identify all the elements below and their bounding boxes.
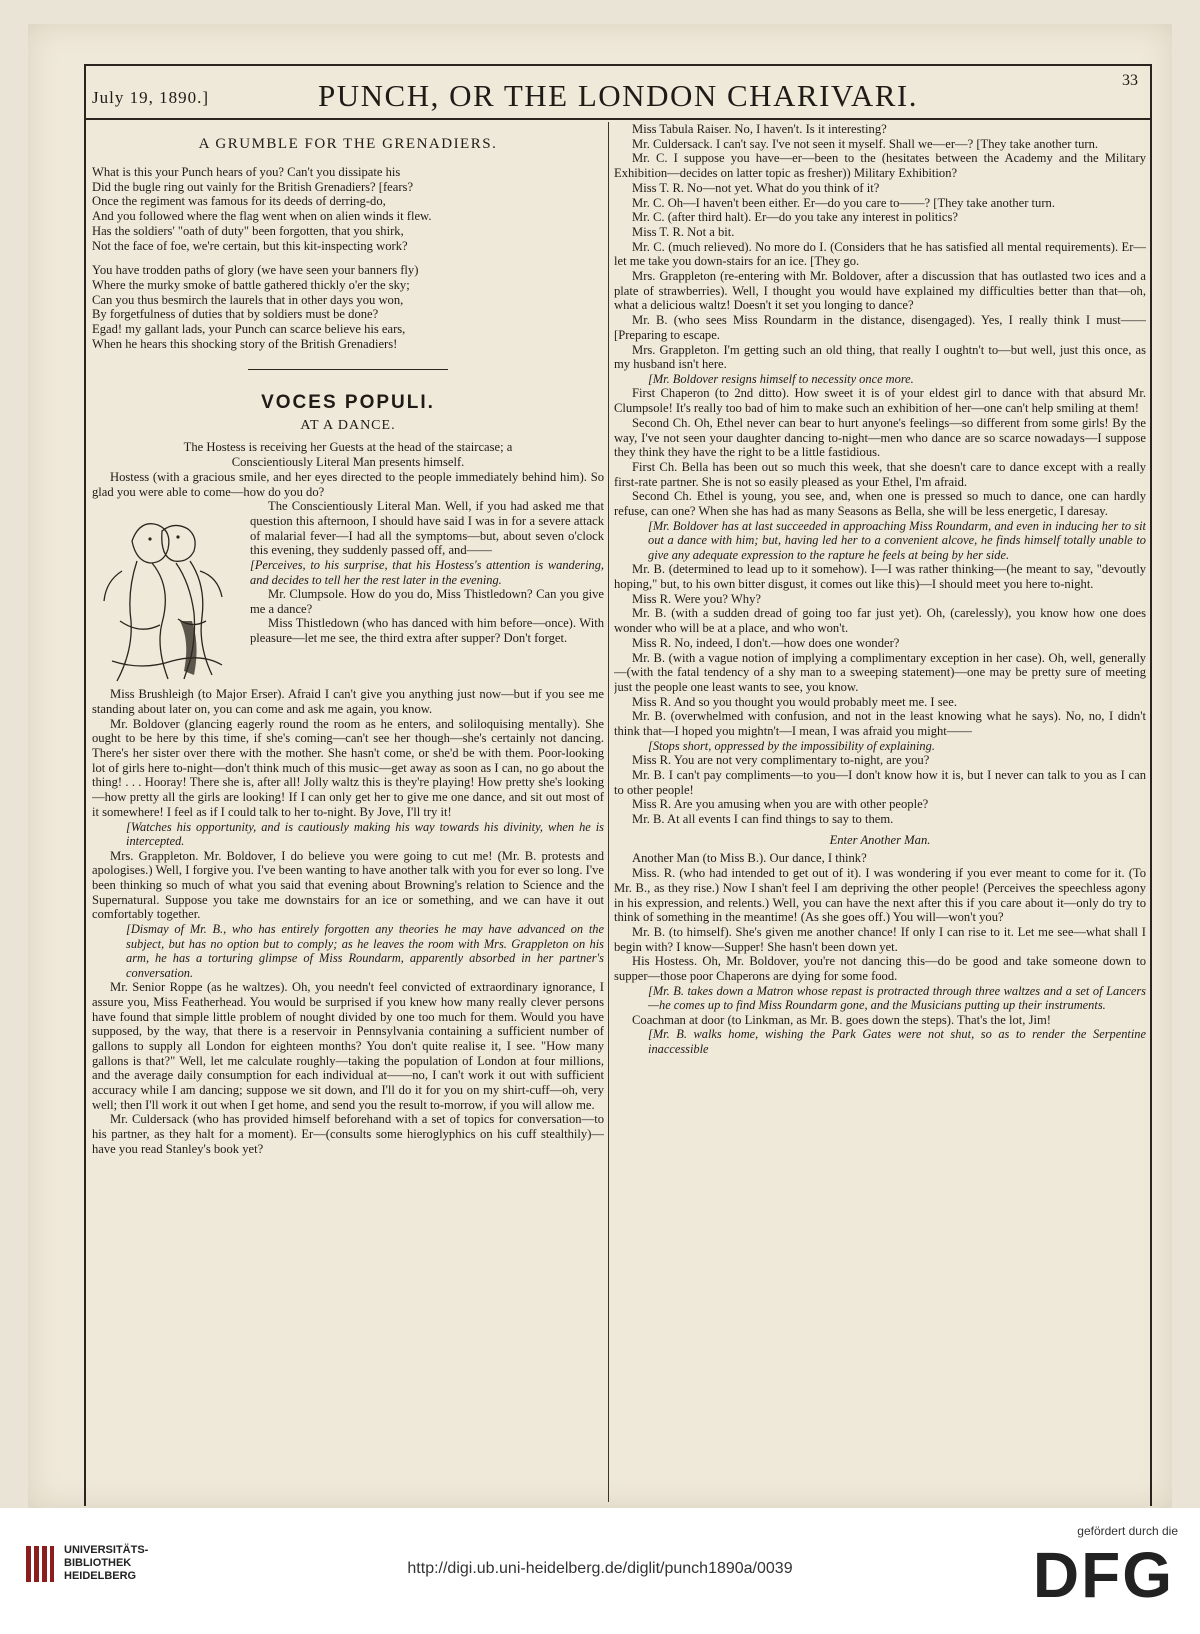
library-name: UNIVERSITÄTS- BIBLIOTHEK HEIDELBERG <box>64 1544 149 1582</box>
dialogue-paragraph: The Conscientiously Literal Man. Well, if you had asked me that question this afternoon, I should have said I was in for a severe attack of malarial fever—I had all the symptoms—but, about seven o'clock this evening, they suddenly passed off, and—— <box>250 499 604 558</box>
poem-line: Can you thus besmirch the laurels that in other days you won, <box>92 292 404 307</box>
poem-title: A GRUMBLE FOR THE GRENADIERS. <box>198 136 498 152</box>
publication-title: PUNCH, OR THE LONDON CHARIVARI. <box>318 78 918 113</box>
dialogue-paragraph: Mr. B. At all events I can find things to say to them. <box>632 812 894 827</box>
stage-direction: [Mr. B. walks home, wishing the Park Gates were not shut, so as to render the Serpentine inaccessible <box>648 1027 1146 1056</box>
dialogue-paragraph: Second Ch. Oh, Ethel never can bear to hurt anyone's feelings—so different from some girls! By the way, I've not seen your daughter dancing to-night—men who dance are so scarce nowadays—I suppose they think they have the right to be a little fastidious. <box>614 415 1146 460</box>
dialogue-paragraph: Mr. Culdersack. I can't say. I've not seen it myself. Shall we—er—? [They take another turn. <box>632 136 1099 151</box>
dialogue-paragraph: Miss R. You are not very complimentary to-night, are you? <box>632 753 930 768</box>
issue-date: July 19, 1890.] <box>92 88 209 107</box>
poem-line: Not the face of foe, we're certain, but this kit-inspecting work? <box>92 238 408 253</box>
poem-line: Egad! my gallant lads, your Punch can scarce believe his ears, <box>92 322 406 337</box>
dialogue-paragraph: Mr. Senior Roppe (as he waltzes). Oh, you needn't feel convicted of extraordinary ignorance, I assure you, Miss Featherhead. You would be surprised if you knew how many really clever persons have found that simple little problem of nought divided by one too much for them. Would you have supposed, by the way, that there is a reservoir in Pennsylvania containing a sufficient number of gallons to supply all London for eighteen months? You don't quite realise it, I see. "How many gallons is that?" Well, let me calculate roughly—taking the population of London at four millions, and the average daily consumption for each individual at——no, I can't work it out with sufficient accuracy while I am dancing; suppose we sit down, and I'll do it for you on my shirt-cuff—oh, very well; then I'll work it out when I get home, and send you the result to-morrow, if you will allow me. <box>92 980 604 1112</box>
dialogue-paragraph: Miss Thistledown (who has danced with him before—once). With pleasure—let me see, the third extra after supper? Don't forget. <box>250 616 604 646</box>
section-rule <box>248 369 448 370</box>
stage-direction: [Watches his opportunity, and is cautiously making his way towards his divinity, when he is intercepted. <box>126 819 604 849</box>
dialogue-paragraph: Mr. B. (to himself). She's given me another chance! If only I can rise to it. Let me see—what shall I begin with? I know—Supper! She hasn't been down yet. <box>614 924 1146 954</box>
poem-line: You have trodden paths of glory (we have seen your banners fly) <box>92 263 419 278</box>
page-frame <box>84 64 1152 1506</box>
source-url-link[interactable]: http://digi.ub.uni-heidelberg.de/diglit/punch1890a/0039 <box>407 1560 793 1577</box>
stage-direction: [Mr. Boldover has at last succeeded in approaching Miss Roundarm, and even in inducing her to sit out a dance with him; but, having led her to a convenient alcove, he finds himself totally unable to give any adequate expression to the rapture he feels at being by her side. <box>648 518 1146 562</box>
dialogue-paragraph: Mr. B. (who sees Miss Roundarm in the distance, disengaged). Yes, I really think I must—— [Preparing to escape. <box>614 313 1146 342</box>
dialogue-paragraph: Miss. R. (who had intended to get out of it). I was wondering if you ever meant to come for it. (To Mr. B., as they rise.) Now I shan't feel I am depriving the other people! (Perceives the speechless agony in his expression, and relents.) Well, you can have the next after this if you care about it—only do try to think of something in the meantime! (As she goes off.) You will—won't you? <box>614 866 1146 925</box>
poem-line: Did the bugle ring out vainly for the British Grenadiers? [fears? <box>92 179 414 194</box>
dialogue-paragraph: Mr. Clumpsole. How do you do, Miss Thistledown? Can you give me a dance? <box>250 587 604 616</box>
stage-direction: [Mr. Boldover resigns himself to necessity once more. <box>648 371 914 386</box>
masthead <box>86 66 1150 120</box>
dialogue-paragraph: Coachman at door (to Linkman, as Mr. B. goes down the steps). That's the lot, Jim! <box>632 1012 1051 1027</box>
intro-line: Conscientiously Literal Man presents himself. <box>231 455 465 470</box>
poem-line: Where the murky smoke of battle gathered thickly o'er the sky; <box>92 277 410 292</box>
poem-line: What is this your Punch hears of you? Can't you dissipate his <box>92 165 401 179</box>
dialogue-paragraph: First Ch. Bella has been out so much this week, that she doesn't care to dance except with a really first-rate partner. She is not so easily pleased as your Ethel, I'm afraid. <box>614 459 1146 489</box>
intro-line: The Hostess is receiving her Guests at the head of the staircase; a <box>183 440 513 455</box>
dialogue-paragraph: Hostess (with a gracious smile, and her eyes directed to the people immediately behind him). So glad you were able to come—how do you do? <box>92 469 604 499</box>
dialogue-paragraph: Miss Tabula Raiser. No, I haven't. Is it interesting? <box>632 122 887 136</box>
dialogue-paragraph: Mr. Boldover (glancing eagerly round the room as he enters, and soliloquising mentally). She ought to be here by this time, if she's coming—can't see her though—she's certainly not dancing. There's her sister over there with the mother. She hasn't come, or she'd be with them. Poor-looking lot of girls here to-night—don't think much of this music—get away as soon as I can, no go about the thing! . . . Hooray! There she is, after all! Jolly waltz this is they're playing! How pretty she's looking—how pretty all the girls are looking! If I can only get her to give me one dance, and sit out most of it somewhere! I feel as if I could talk to her to-night. By Jove, I'll try it! <box>92 716 604 819</box>
stage-direction: [Perceives, to his surprise, that his Hostess's attention is wandering, and decides to tell her the rest later in the evening. <box>250 558 604 587</box>
dialogue-paragraph: Miss Brushleigh (to Major Erser). Afraid I can't give you anything just now—but if you see me standing about later on, you can come and ask me again, you know. <box>92 687 604 716</box>
dialogue-paragraph: Mrs. Grappleton (re-entering with Mr. Boldover, after a discussion that has outlasted two ices and a plate of strawberries). Well, I thought you would have explained my difficulties better than that—oh, what a delicious waltz! Doesn't it set you longing to dance? <box>614 269 1146 313</box>
stage-direction: [Dismay of Mr. B., who has entirely forgotten any theories he may have advanced on the subject, but has no option but to comply; as he leaves the room with Mrs. Grappleton on his arm, he has a torturing glimpse of Miss Roundarm, apparently absorbed in her partner's conversation. <box>126 922 604 980</box>
dialogue-paragraph: Miss T. R. No—not yet. What do you think of it? <box>632 180 880 195</box>
dialogue-paragraph: Miss R. Are you amusing when you are with other people? <box>632 797 929 812</box>
dialogue-paragraph: Another Man (to Miss B.). Our dance, I think? <box>632 851 867 866</box>
dialogue-paragraph: Second Ch. Ethel is young, you see, and, when one is pressed so much to dance, one can hardly refuse, can one? When she has had as many Seasons as Bella, she will be less energetic, I daresay. <box>614 489 1146 519</box>
page-number: 33 <box>1122 72 1138 89</box>
poem-line: Has the soldiers' "oath of duty" been forgotten, that you shirk, <box>92 223 404 238</box>
dialogue-paragraph: Mr. B. (with a sudden dread of going too far just yet). Oh, (carelessly), you know how one does wonder who will be at a place, and who won't. <box>614 606 1146 636</box>
dialogue-paragraph: Mrs. Grappleton. Mr. Boldover, I do believe you were going to cut me! (Mr. B. protests and apologises.) Well, I forgive you. I've been wanting to have another talk with you for ever so long. I've been thinking so much of what you said that evening about Browning's relation to Science and the Supernatural. Suppose you take me downstairs for an ice or something, and we can have it out comfortably together. <box>92 848 604 922</box>
column-divider <box>608 122 609 1502</box>
dialogue-paragraph: Mr. B. I can't pay compliments—to you—I don't know how it is, but I never can talk to you as I can to other people! <box>614 767 1146 797</box>
dancing-couple-illustration <box>92 501 242 687</box>
dialogue-paragraph: Mr. B. (overwhelmed with confusion, and not in the least knowing what he says). No, no, I didn't think that—I hoped you mightn't—I mean, I was afraid you might—— <box>614 709 1146 739</box>
scene-heading: Enter Another Man. <box>829 832 931 847</box>
dialogue-paragraph: Mr. C. I suppose you have—er—been to the (hesitates between the Academy and the Military Exhibition—decides on latter topic as fresher)) Military Exhibition? <box>614 151 1146 181</box>
sponsor-note: gefördert durch die <box>1077 1524 1178 1538</box>
dialogue-paragraph: Mrs. Grappleton. I'm getting such an old thing, that really I oughtn't to—but well, just this once, as my husband isn't here. <box>614 342 1146 372</box>
poem-line: By forgetfulness of duties that by soldiers must be done? <box>92 307 379 322</box>
dialogue-paragraph: His Hostess. Oh, Mr. Boldover, you're not dancing this—do be good and take someone down to supper—those poor Chaperons are dying for some food. <box>614 954 1146 984</box>
section-heading: VOCES POPULI. <box>261 392 435 414</box>
dialogue-paragraph: Miss T. R. Not a bit. <box>632 224 735 239</box>
poem-stanza-2 <box>92 263 604 351</box>
dialogue-paragraph: Mr. C. Oh—I haven't been either. Er—do you care to——? [They take another turn. <box>632 195 1055 210</box>
stage-direction: [Stops short, oppressed by the impossibility of explaining. <box>648 738 935 753</box>
left-column <box>92 122 604 1502</box>
poem-line: And you followed where the flag went when on alien winds it flew. <box>92 209 432 224</box>
section-subheading: AT A DANCE. <box>300 418 396 434</box>
dialogue-paragraph: Miss R. No, indeed, I don't.—how does one wonder? <box>632 635 900 650</box>
poem-line: Once the regiment was famous for its deeds of derring-do, <box>92 194 386 209</box>
digitization-footer <box>0 1508 1200 1634</box>
poem-stanza-1 <box>92 165 604 253</box>
dfg-logo: DFG <box>1032 1539 1174 1611</box>
dialogue-paragraph: Miss R. Were you? Why? <box>632 591 761 606</box>
poem-line: When he hears this shocking story of the British Grenadiers! <box>92 336 398 351</box>
right-column <box>614 122 1146 1502</box>
dialogue-paragraph: Mr. B. (determined to lead up to it somehow). I—I was rather thinking—(he meant to say, "devoutly hoping," but, to his own bitter disgust, it comes out like this)—I should meet you here to-night. <box>614 562 1146 591</box>
scanned-page <box>28 24 1172 1508</box>
dialogue-paragraph: Miss R. And so you thought you would probably meet me. I see. <box>632 694 957 709</box>
dialogue-paragraph: Mr. C. (much relieved). No more do I. (Considers that he has satisfied all mental requirements). Er—let me take you down-stairs for an ice. [They go. <box>614 239 1146 269</box>
stage-direction: [Mr. B. takes down a Matron whose repast is protracted through three waltzes and a set of Lancers—he comes up to find Miss Roundarm gone, and the Musicians putting up their instruments. <box>648 983 1146 1013</box>
dialogue-paragraph: Mr. Culdersack (who has provided himself beforehand with a set of topics for conversation—to his partner, as they halt for a moment). Er—(consults some hieroglyphics on his cuff stealthily)—have you read Stanley's book yet? <box>92 1112 604 1156</box>
dialogue-paragraph: Mr. C. (after third halt). Er—do you take any interest in politics? <box>632 210 958 225</box>
dialogue-paragraph: Mr. B. (with a vague notion of implying a complimentary exception in her case). Oh, well, generally—(with the fatal tendency of a shy man to a sweeping statement)—one may be pretty sure of meeting just the people one least wants to see, you know. <box>614 650 1146 694</box>
dialogue-paragraph: First Chaperon (to 2nd ditto). How sweet it is of your eldest girl to dance with that absurd Mr. Clumpsole! It's really too bad of him to make such an exhibition of her—one can't help smiling at them! <box>614 386 1146 416</box>
